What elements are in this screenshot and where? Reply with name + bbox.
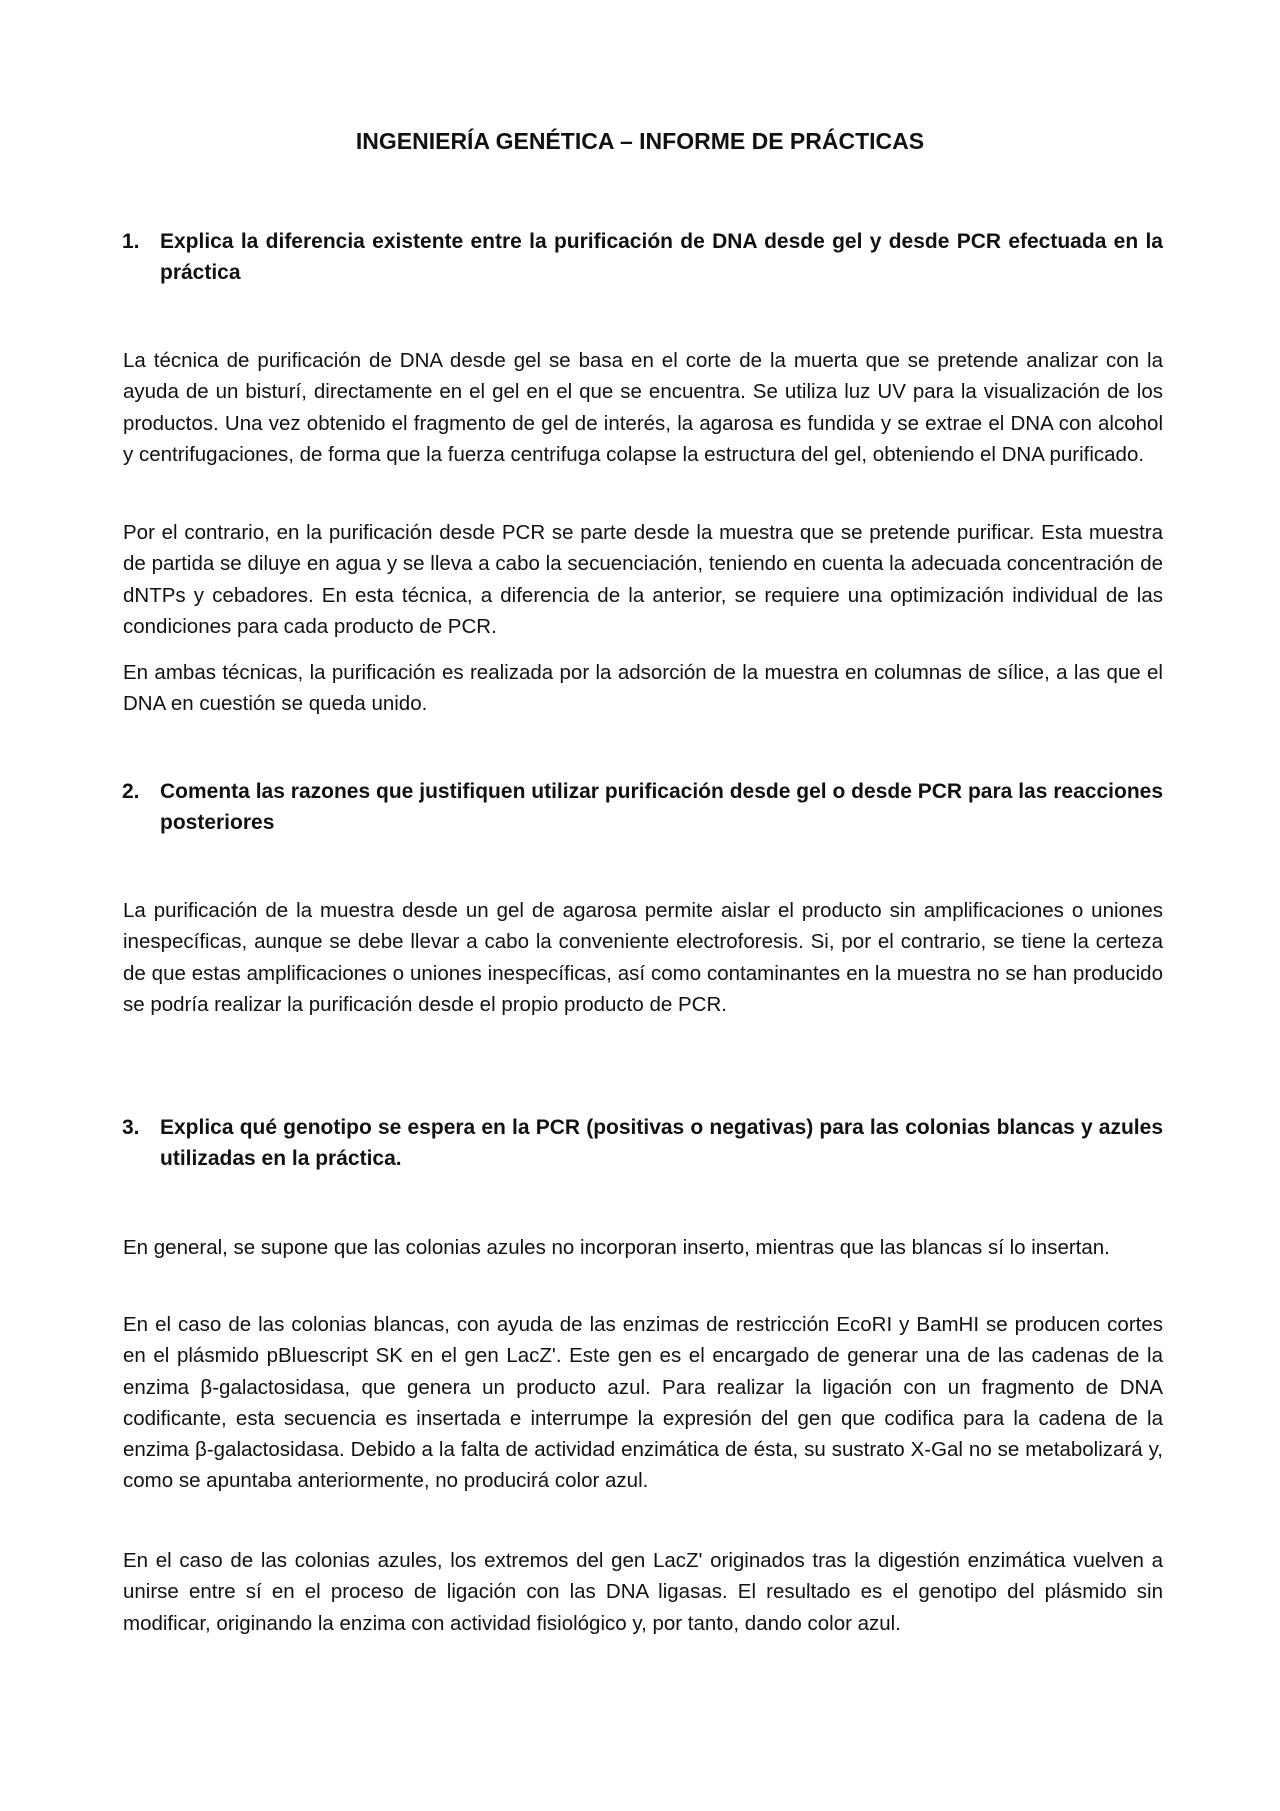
question-3-number: 3.: [122, 1116, 140, 1139]
question-3-text: Explica qué genotipo se espera en la PCR (positivas o negativas) para las colonias blancas y azules utilizadas en la práctica.: [160, 1116, 1163, 1170]
page-title: INGENIERÍA GENÉTICA – INFORME DE PRÁCTICAS: [355, 128, 925, 154]
question-1-number: 1.: [122, 230, 140, 253]
answer-1-paragraph-3: En ambas técnicas, la purificación es realizada por la adsorción de la muestra en columnas de sílice, a las que el DNA en cuestión se queda unido.: [123, 661, 1163, 716]
question-3: [122, 1112, 1163, 1174]
answer-1-paragraph-2: Por el contrario, en la purificación desde PCR se parte desde la muestra que se pretende purificar. Esta muestra de partida se diluye en agua y se lleva a cabo la secuenciación, teniendo en cuenta la adecuada concentración de dNTPs y cebadores. En esta técnica, a diferencia de la anterior, se requiere una optimización individual de las condiciones para cada producto de PCR.: [123, 521, 1163, 638]
answer-3-paragraph-1: En general, se supone que las colonias azules no incorporan inserto, mientras que las blancas sí lo insertan.: [123, 1236, 1110, 1259]
question-2-text: Comenta las razones que justifiquen utilizar purificación desde gel o desde PCR para las reacciones posteriores: [160, 780, 1163, 834]
question-1-text: Explica la diferencia existente entre la purificación de DNA desde gel y desde PCR efectuada en la práctica: [160, 230, 1163, 284]
answer-1-paragraph-1: La técnica de purificación de DNA desde gel se basa en el corte de la muerta que se pretende analizar con la ayuda de un bisturí, directamente en el gel en el que se encuentra. Se utiliza luz UV para la visualización de los productos. Una vez obtenido el fragmento de gel de interés, la agarosa es fundida y se extrae el DNA con alcohol y centrifugaciones, de forma que la fuerza centrifuga colapse la estructura del gel, obteniendo el DNA purificado.: [123, 349, 1163, 466]
answer-2-paragraph-1: La purificación de la muestra desde un gel de agarosa permite aislar el producto sin amplificaciones o uniones inespecíficas, aunque se debe llevar a cabo la conveniente electroforesis. Si, por el contrario, se tiene la certeza de que estas amplificaciones o uniones inespecíficas, así como contaminantes en la muestra no se han producido se podría realizar la purificación desde el propio producto de PCR.: [123, 899, 1163, 1016]
question-1: [122, 226, 1163, 288]
answer-3-paragraph-3: En el caso de las colonias azules, los extremos del gen LacZ' originados tras la digestión enzimática vuelven a unirse entre sí en el proceso de ligación con las DNA ligasas. El resultado es el genotipo del plásmido sin modificar, originando la enzima con actividad fisiológico y, por tanto, dando color azul.: [123, 1549, 1163, 1635]
question-2: [122, 776, 1163, 838]
question-2-number: 2.: [122, 780, 140, 803]
answer-3-paragraph-2: En el caso de las colonias blancas, con ayuda de las enzimas de restricción EcoRI y BamHI se producen cortes en el plásmido pBluescript SK en el gen LacZ'. Este gen es el encargado de generar una de las cadenas de la enzima β-galactosidasa, que genera un producto azul. Para realizar la ligación con un fragmento de DNA codificante, esta secuencia es insertada e interrumpe la expresión del gen que codifica para la cadena de la enzima β-galactosidasa. Debido a la falta de actividad enzimática de ésta, su sustrato X-Gal no se metabolizará y, como se apuntaba anteriormente, no producirá color azul.: [123, 1313, 1163, 1493]
